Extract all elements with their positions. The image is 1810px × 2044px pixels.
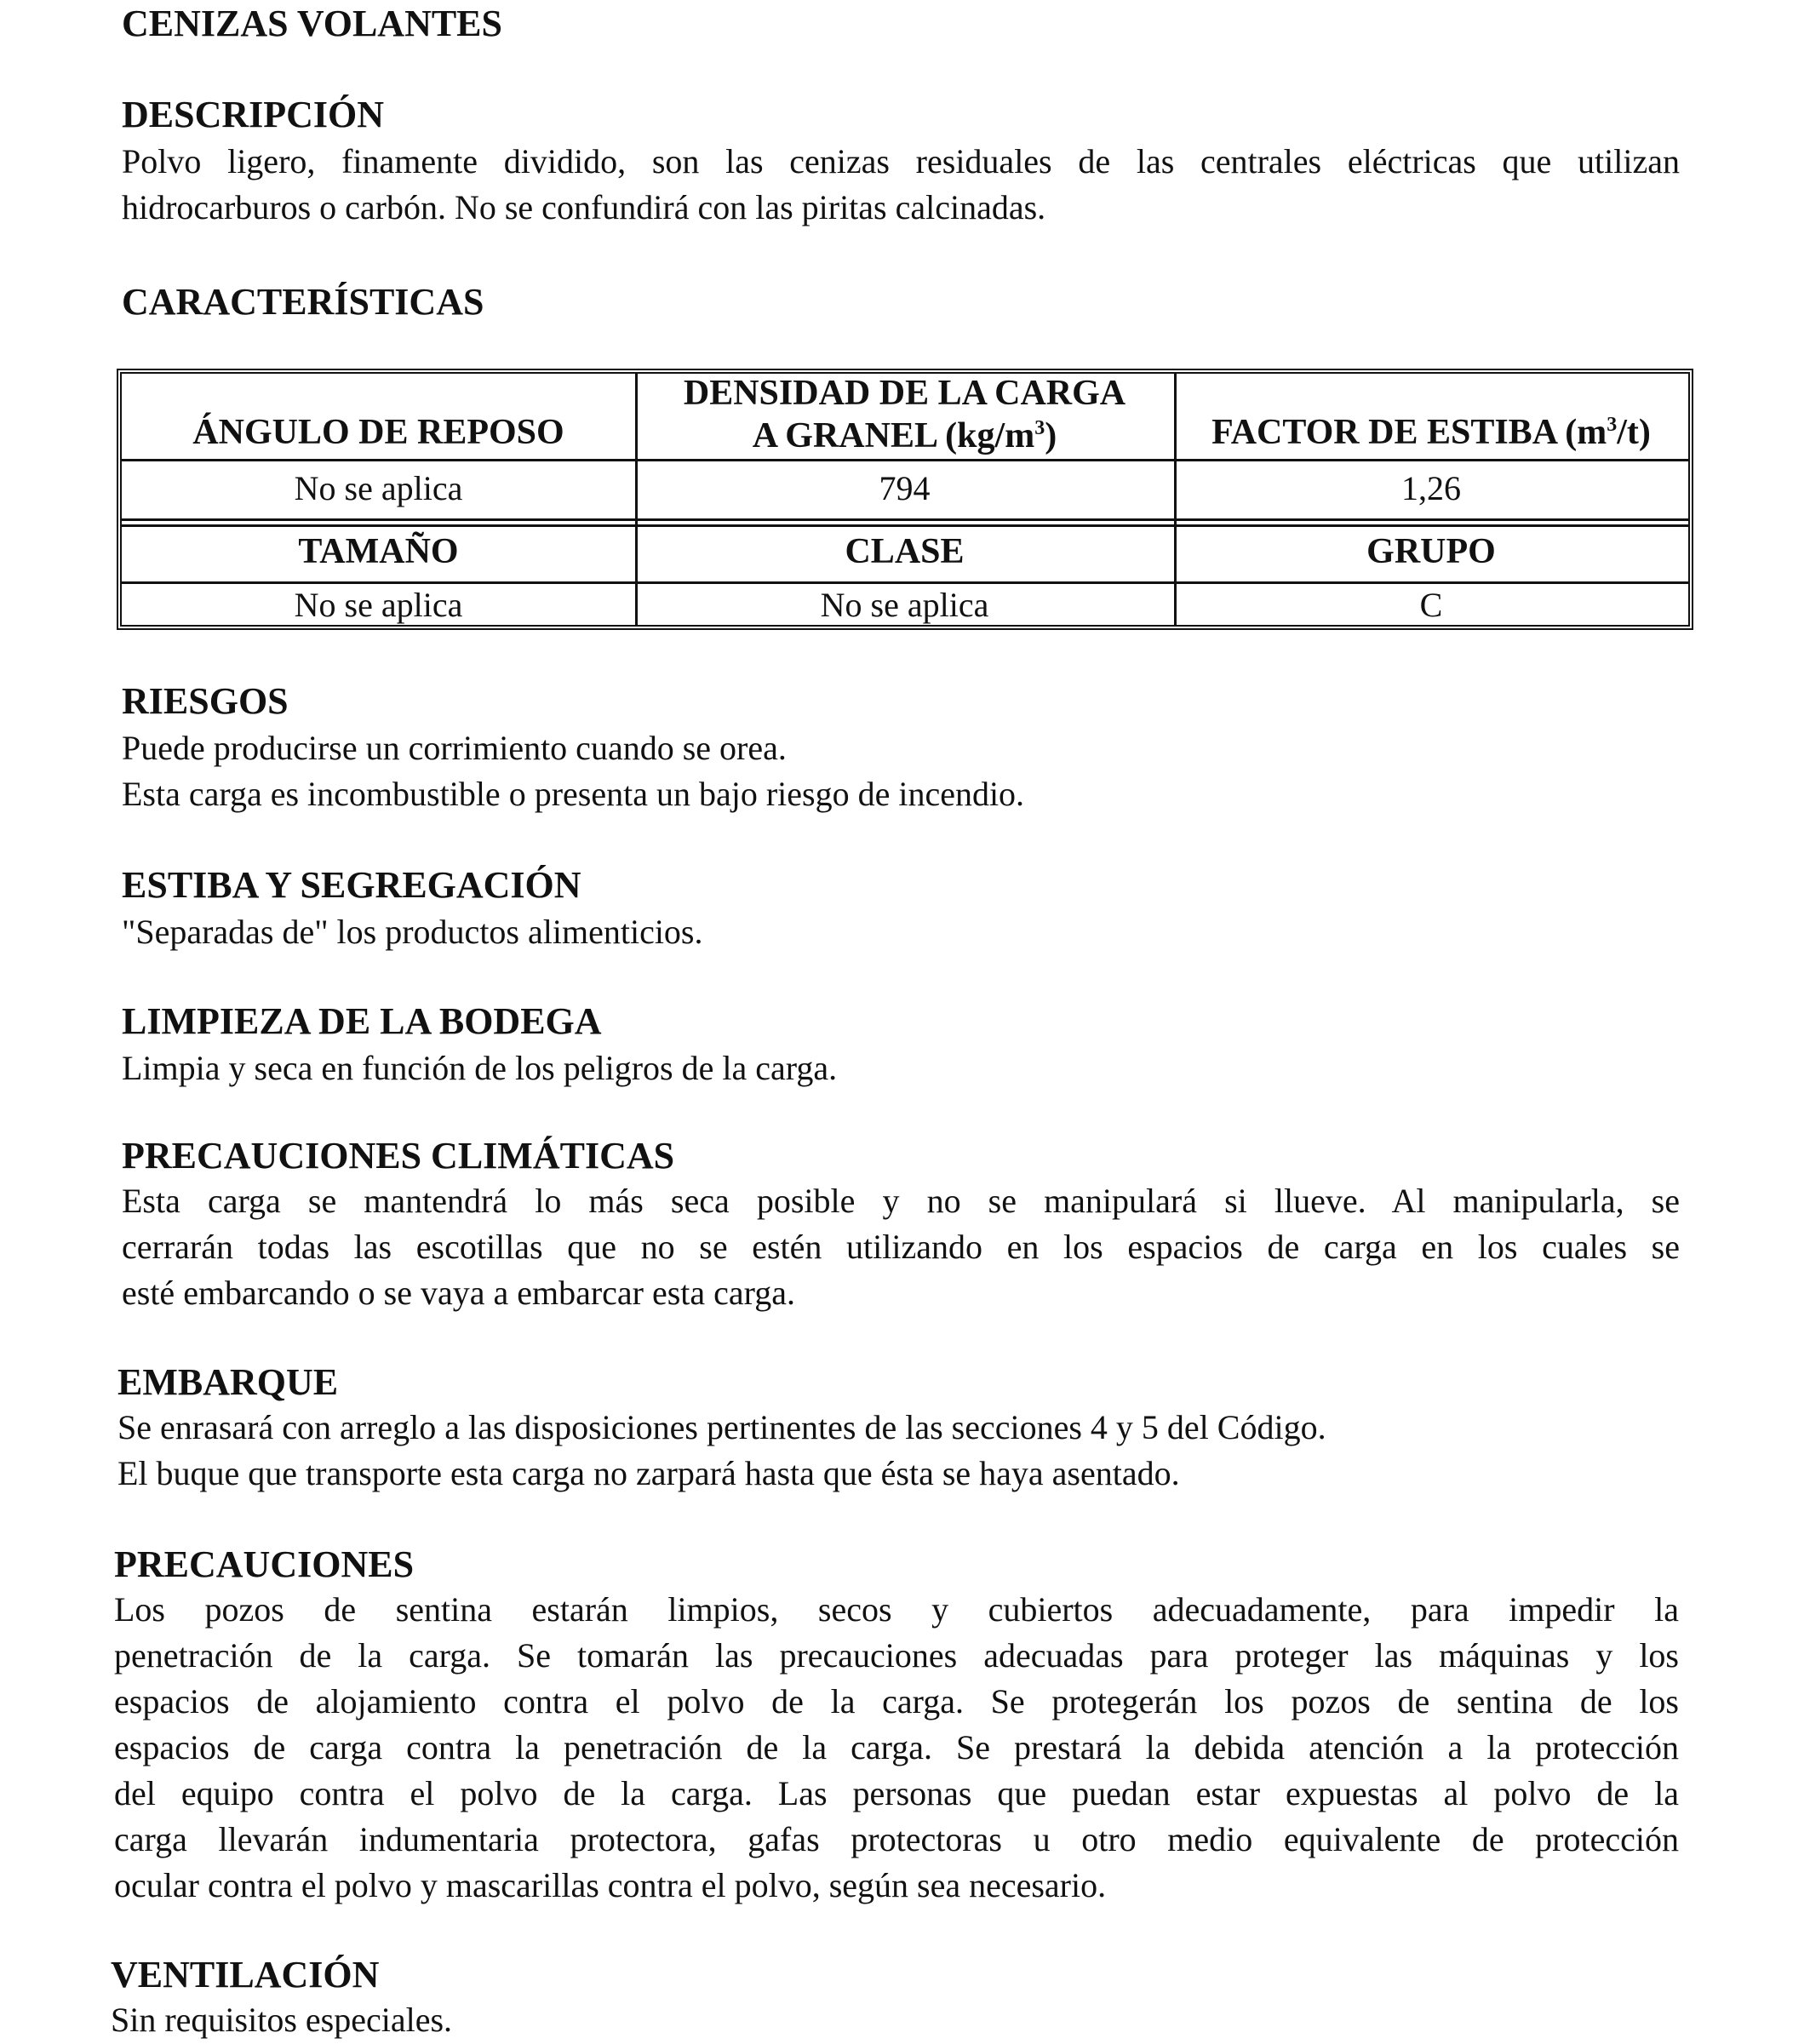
value-tamano: No se aplica xyxy=(294,586,463,624)
embarque-line: El buque que transporte esta carga no zarpará hasta que ésta se haya asentado. xyxy=(117,1454,1180,1492)
precauciones-line: Los pozos de sentina estarán limpios, secos y cubiertos adecuadamente, para impedir la xyxy=(114,1590,1679,1629)
header-densidad xyxy=(635,372,1174,457)
table-divider xyxy=(122,459,1688,461)
caracteristicas-heading: CARACTERÍSTICAS xyxy=(122,281,484,323)
limpieza-text xyxy=(122,1045,837,1091)
descripcion-text xyxy=(122,139,1680,231)
precauciones-line: espacios de alojamiento contra el polvo de la carga. Se protegerán los pozos de sentina de los xyxy=(114,1682,1679,1721)
value-factor-estiba: 1,26 xyxy=(1401,469,1461,507)
precauciones-line: ocular contra el polvo y mascarillas contra el polvo, según sea necesario. xyxy=(114,1866,1107,1904)
estiba-line: "Separadas de" los productos alimenticios. xyxy=(122,913,703,951)
descripcion-heading: DESCRIPCIÓN xyxy=(122,94,385,135)
climaticas-text xyxy=(122,1178,1680,1316)
header-angulo-reposo: ÁNGULO DE REPOSO xyxy=(192,413,564,452)
limpieza-line: Limpia y seca en función de los peligros de la carga. xyxy=(122,1049,838,1087)
precauciones-heading: PRECAUCIONES xyxy=(114,1543,415,1585)
embarque-heading: EMBARQUE xyxy=(117,1361,339,1403)
descripcion-line: hidrocarburos o carbón. No se confundirá con las piritas calcinadas. xyxy=(122,188,1046,226)
descripcion-line: Polvo ligero, finamente dividido, son las cenizas residuales de las centrales eléctricas que utilizan xyxy=(122,142,1680,180)
climaticas-line: esté embarcando o se vaya a embarcar esta carga. xyxy=(122,1274,796,1312)
header-factor-estiba: FACTOR DE ESTIBA $(m^3/t)$ xyxy=(1211,413,1651,452)
precauciones-line: del equipo contra el polvo de la carga. Las personas que puedan estar expuestas al polvo de la xyxy=(114,1774,1679,1812)
precauciones-line: carga llevarán indumentaria protectora, gafas protectoras u otro medio equivalente de protección xyxy=(114,1820,1679,1858)
value-grupo: C xyxy=(1419,586,1443,624)
value-angulo-reposo: No se aplica xyxy=(294,469,463,507)
ventilacion-text xyxy=(111,1997,452,2043)
riesgos-heading: RIESGOS xyxy=(122,680,289,722)
limpieza-heading: LIMPIEZA DE LA BODEGA xyxy=(122,1000,602,1042)
header-grupo: GRUPO xyxy=(1366,532,1496,571)
document-title: CENIZAS VOLANTES xyxy=(122,3,503,44)
climaticas-line: cerrarán todas las escotillas que no se estén utilizando en los espacios de carga en los cuales se xyxy=(122,1228,1680,1266)
estiba-text xyxy=(122,909,703,955)
value-clase: No se aplica xyxy=(820,586,989,624)
header-tamano: TAMAÑO xyxy=(298,532,459,571)
precauciones-line: penetración de la carga. Se tomarán las precauciones adecuadas para proteger las máquinas y los xyxy=(114,1636,1679,1675)
riesgos-line: Puede producirse un corrimiento cuando se orea. xyxy=(122,729,787,767)
header-densidad-line1: DENSIDAD DE LA CARGA xyxy=(683,374,1126,413)
riesgos-line: Esta carga es incombustible o presenta un bajo riesgo de incendio. xyxy=(122,775,1025,813)
value-densidad: 794 xyxy=(879,469,931,507)
estiba-heading: ESTIBA Y SEGREGACIÓN xyxy=(122,864,581,906)
header-densidad-line2: A GRANEL $(kg/m^3)$ xyxy=(752,416,1057,455)
header-clase: CLASE xyxy=(845,532,965,571)
precauciones-text xyxy=(114,1587,1679,1909)
embarque-text xyxy=(117,1405,1326,1497)
characteristics-table xyxy=(117,369,1693,630)
climaticas-heading: PRECAUCIONES CLIMÁTICAS xyxy=(122,1135,675,1177)
embarque-line: Se enrasará con arreglo a las disposiciones pertinentes de las secciones 4 y 5 del Código. xyxy=(117,1408,1326,1446)
ventilacion-heading: VENTILACIÓN xyxy=(111,1954,380,1995)
riesgos-text xyxy=(122,725,1024,817)
precauciones-line: espacios de carga contra la penetración de la carga. Se prestará la debida atención a la protección xyxy=(114,1728,1679,1766)
climaticas-line: Esta carga se mantendrá lo más seca posible y no se manipulará si llueve. Al manipularla, se xyxy=(122,1182,1680,1220)
table-divider xyxy=(122,518,1688,527)
ventilacion-line: Sin requisitos especiales. xyxy=(111,2001,453,2039)
